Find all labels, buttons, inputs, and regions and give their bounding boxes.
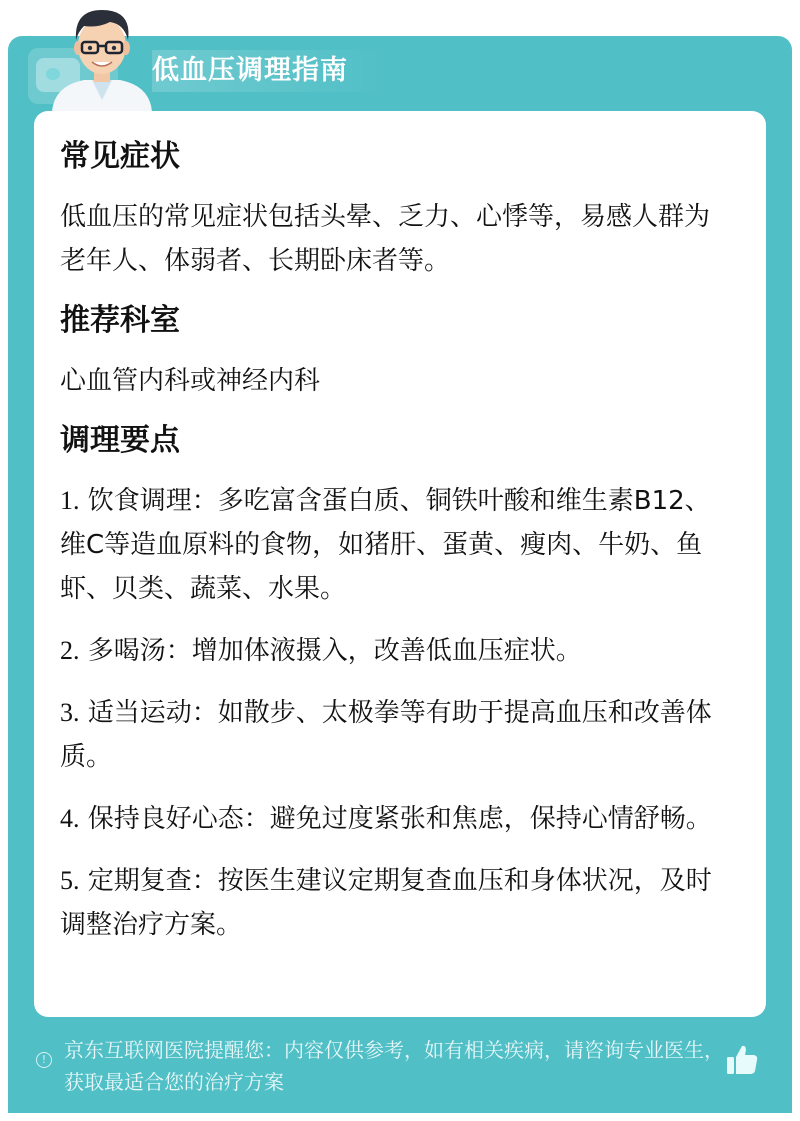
care-item-3 <box>60 691 730 779</box>
care-item-text: 饮食调理：多吃富含蛋白质、铜铁叶酸和维生素B12、维C等造血原料的食物，如猪肝、蛋黄、瘦肉、牛奶、鱼虾、贝类、蔬菜、水果。 <box>60 486 711 604</box>
department-text: 心血管内科或神经内科 <box>60 366 321 396</box>
care-item-number: 5. <box>60 866 80 895</box>
care-item-number: 3. <box>60 698 80 727</box>
care-item-4 <box>60 797 730 841</box>
care-item-text: 多喝汤：增加体液摄入，改善低血压症状。 <box>87 636 582 666</box>
section-title-department: 推荐科室 <box>60 303 180 338</box>
care-item-2 <box>60 629 730 673</box>
section-title-symptoms: 常见症状 <box>60 139 180 174</box>
care-item-5 <box>60 859 730 947</box>
doctor-avatar-icon <box>44 0 160 112</box>
care-item-number: 1. <box>60 486 80 515</box>
section-title-care: 调理要点 <box>60 423 180 458</box>
care-item-number: 4. <box>60 804 80 833</box>
thumbs-up-icon[interactable] <box>724 1042 760 1078</box>
page-title: 低血压调理指南 <box>152 50 388 92</box>
content-card <box>34 111 766 1017</box>
care-item-text: 适当运动：如散步、太极拳等有助于提高血压和改善体质。 <box>60 698 712 772</box>
care-item-1 <box>60 479 730 611</box>
disclaimer-text: 京东互联网医院提醒您：内容仅供参考，如有相关疾病，请咨询专业医生，获取最适合您的治疗方案 <box>64 1038 724 1094</box>
symptoms-text: 低血压的常见症状包括头晕、乏力、心悸等，易感人群为老年人、体弱者、长期卧床者等。 <box>60 202 711 276</box>
info-icon: ! <box>36 1052 52 1068</box>
care-item-text: 定期复查：按医生建议定期复查血压和身体状况，及时调整治疗方案。 <box>60 866 712 940</box>
care-item-number: 2. <box>60 636 80 665</box>
care-item-text: 保持良好心态：避免过度紧张和焦虑，保持心情舒畅。 <box>87 804 712 834</box>
